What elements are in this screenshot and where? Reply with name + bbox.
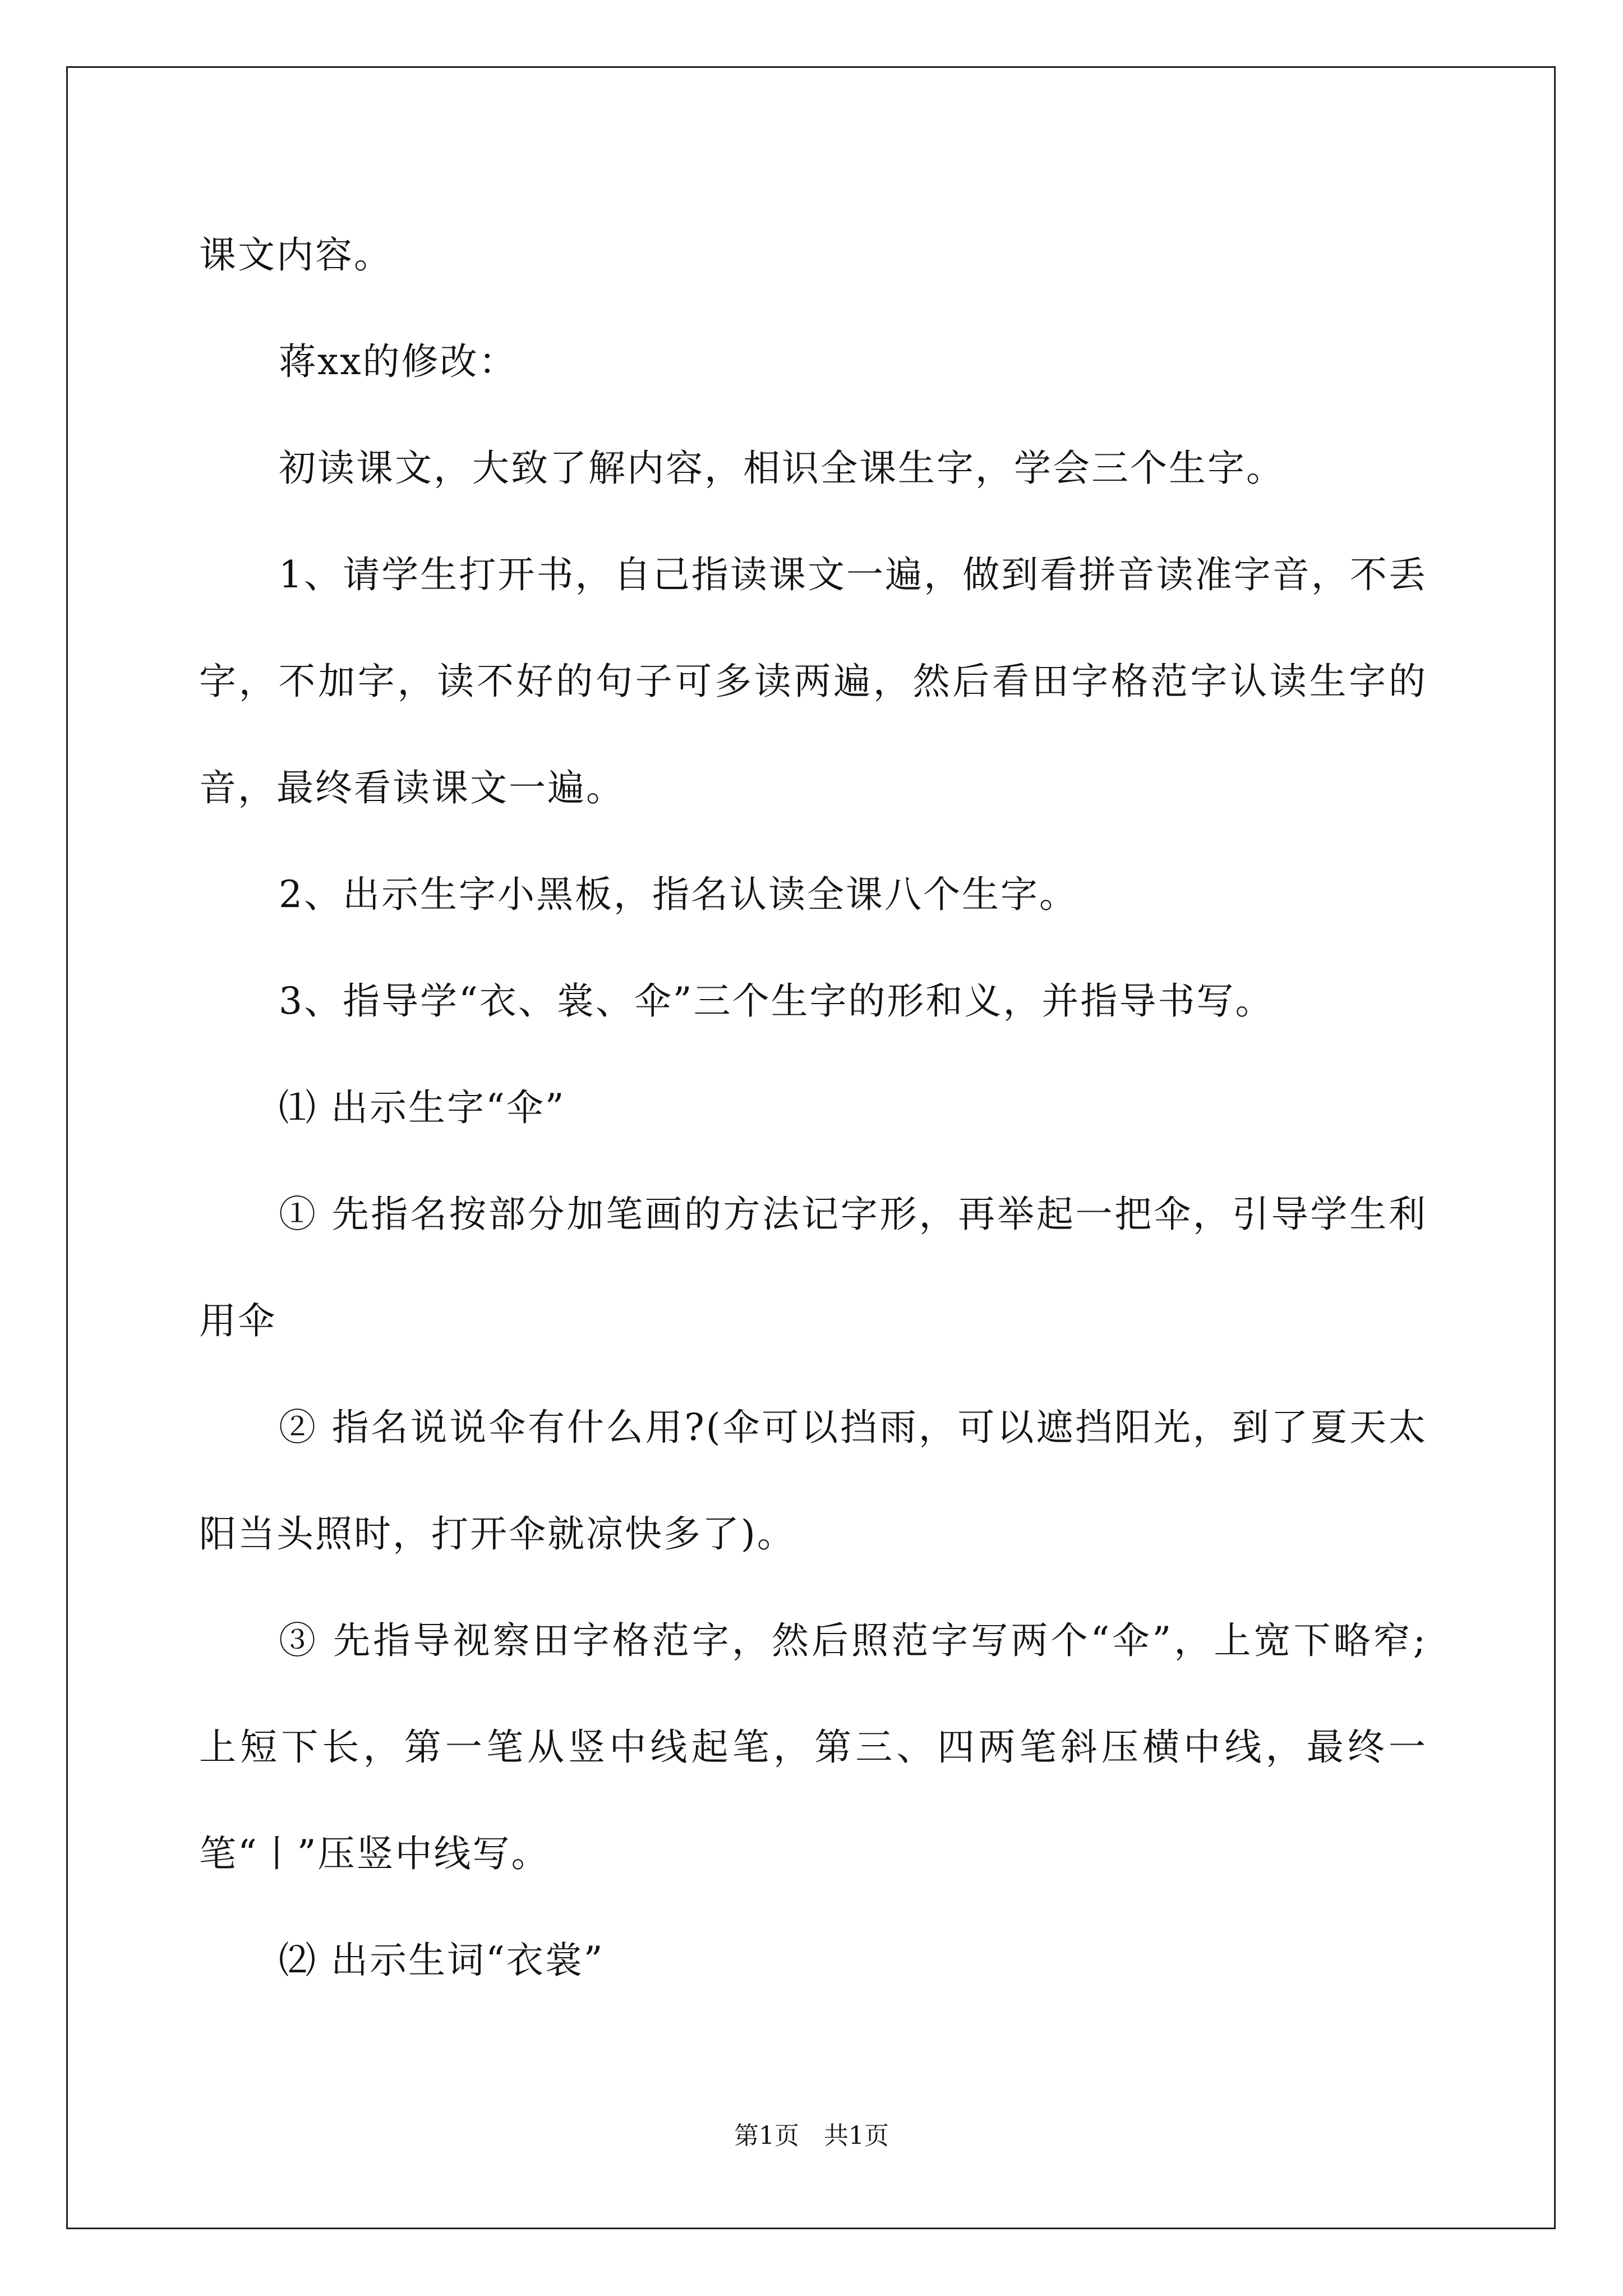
paragraph-5: 2、出示生字小黑板，指名认读全课八个生字。 (279, 873, 1078, 916)
page-number-footer: 第1页 共1页 (734, 2122, 889, 2150)
paragraph-7: ⑴ 出示生字“伞” (279, 1086, 566, 1129)
paragraph-2: 蒋xx的修改： (279, 340, 518, 383)
document-body (199, 202, 1427, 2014)
paragraph-3: 初读课文，大致了解内容，相识全课生字，学会三个生字。 (279, 447, 1285, 490)
paragraph-9: ② 指名说说伞有什么用?(伞可以挡雨，可以遮挡阳光，到了夏天太阳当头照时，打开伞就凉快多了)。 (199, 1406, 1427, 1556)
paragraph-11: ⑵ 出示生词“衣裳” (279, 1939, 605, 1982)
paragraph-8: ① 先指名按部分加笔画的方法记字形，再举起一把伞，引导学生利用伞 (199, 1193, 1427, 1342)
paragraph-1: 课文内容。 (199, 233, 393, 277)
paragraph-4: 1、请学生打开书，自己指读课文一遍，做到看拼音读准字音，不丢字，不加字，读不好的句子可多读两遍，然后看田字格范字认读生字的音，最终看读课文一遍。 (199, 553, 1427, 809)
paragraph-10: ③ 先指导视察田字格范字，然后照范字写两个“伞”，上宽下略窄;上短下长，第一笔从竖中线起笔，第三、四两笔斜压横中线，最终一笔“丨”压竖中线写。 (199, 1619, 1427, 1875)
paragraph-6: 3、指导学“衣、裳、伞”三个生字的形和义，并指导书写。 (279, 979, 1274, 1023)
